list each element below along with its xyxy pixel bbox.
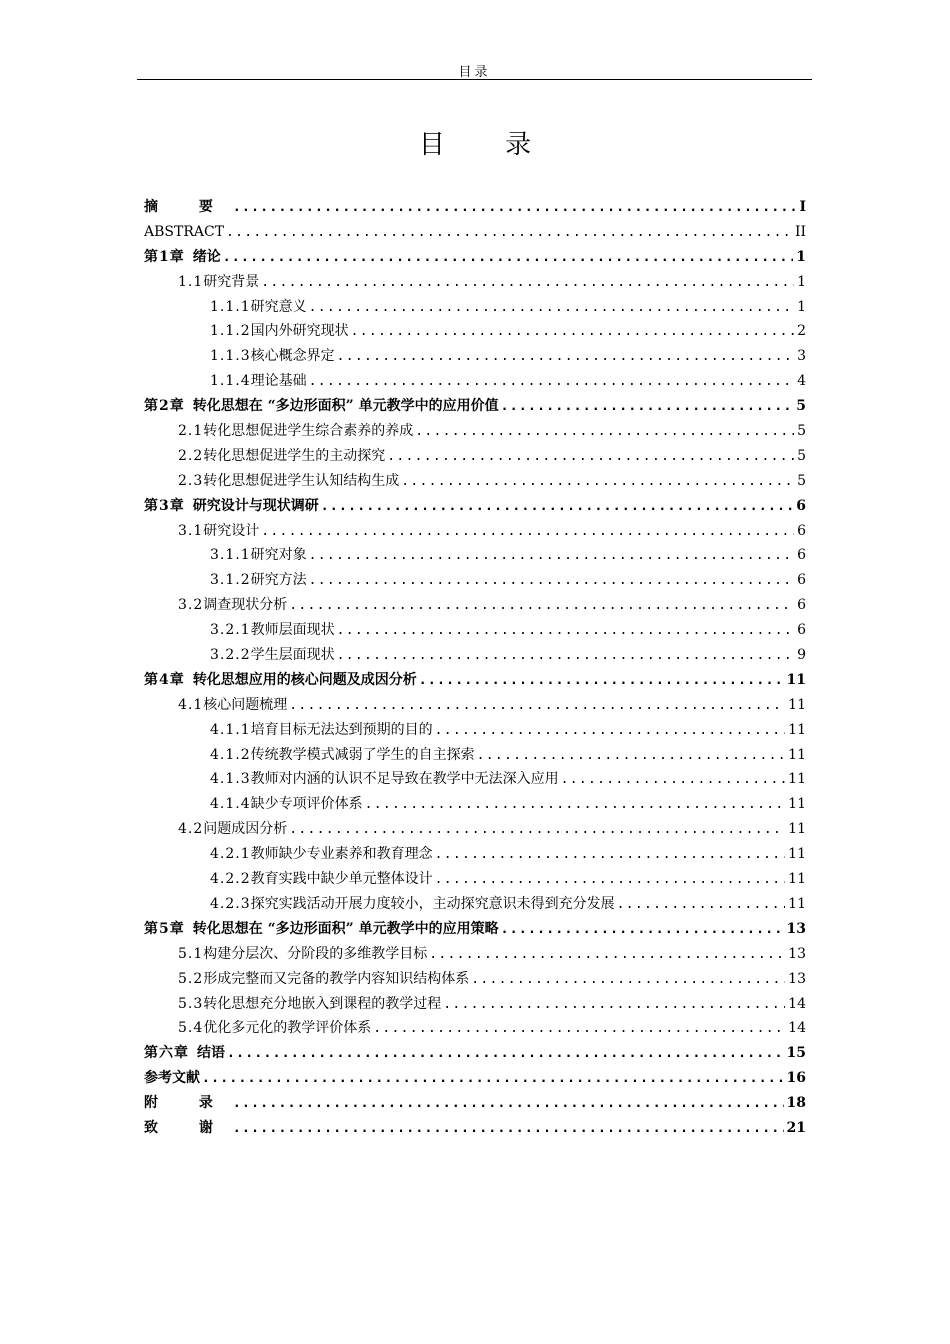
toc-entry-page: 6: [796, 497, 806, 514]
toc-leader-dots: [337, 644, 794, 669]
toc-entry[interactable]: [144, 693, 806, 718]
toc-entry-number: 5.4: [178, 1020, 204, 1037]
toc-leader-dots: [365, 793, 786, 818]
toc-entry-number: 2.1: [178, 423, 204, 440]
toc-entry-label: 致 谢: [144, 1119, 231, 1136]
toc-entry-label: 理论基础: [250, 373, 307, 390]
toc-entry-number: 4.2: [178, 821, 204, 838]
toc-entry-label: 教师对内涵的认识不足导致在教学中无法深入应用: [250, 771, 559, 788]
toc-entry-label: 绪论: [192, 248, 221, 265]
table-of-contents: [144, 195, 806, 1141]
toc-leader-dots: [501, 395, 794, 420]
toc-entry-number: 1.1.4: [210, 373, 251, 390]
toc-entry-page: 4: [797, 373, 806, 390]
toc-entry-number: 5.2: [178, 970, 204, 987]
toc-entry-number: 4.1.4: [210, 796, 251, 813]
running-header: 目录: [458, 65, 491, 80]
toc-entry-number: 3.1.1: [210, 547, 251, 564]
toc-entry-label: 教师层面现状: [250, 622, 335, 639]
toc-entry-label: 国内外研究现状: [250, 323, 349, 340]
toc-leader-dots: [501, 918, 784, 943]
toc-entry-number: 第4章: [144, 671, 185, 688]
toc-entry[interactable]: [144, 718, 806, 743]
toc-entry-label: 摘 要: [144, 199, 231, 215]
toc-entry[interactable]: [144, 195, 806, 220]
toc-entry[interactable]: [144, 867, 806, 892]
toc-leader-dots: [309, 569, 794, 594]
toc-entry-number: 3.2: [178, 597, 204, 614]
toc-leader-dots: [337, 619, 794, 644]
toc-leader-dots: [202, 1067, 784, 1092]
toc-entry-page: 21: [786, 1119, 806, 1136]
toc-entry-label: 研究背景: [203, 273, 260, 290]
toc-entry-number: 4.1.2: [210, 746, 251, 763]
toc-entry-page: 6: [797, 547, 806, 564]
toc-entry-page: 16: [786, 1070, 806, 1087]
toc-entry-number: 第六章: [144, 1045, 189, 1062]
toc-entry-number: 2.2: [178, 447, 204, 464]
toc-entry[interactable]: [144, 967, 806, 992]
toc-entry-page: 11: [788, 846, 806, 863]
toc-entry[interactable]: [144, 245, 806, 270]
toc-leader-dots: [223, 246, 794, 271]
toc-entry-page: 6: [797, 597, 806, 614]
toc-entry[interactable]: [144, 992, 806, 1017]
toc-entry-number: 3.1.2: [210, 572, 251, 589]
toc-entry-number: 4.1.1: [210, 721, 251, 738]
toc-entry-page: 11: [788, 821, 806, 838]
toc-entry-label: 研究对象: [250, 547, 307, 564]
toc-entry[interactable]: [144, 743, 806, 768]
toc-entry[interactable]: [144, 1066, 806, 1091]
toc-leader-dots: [435, 868, 786, 893]
toc-entry-page: 11: [788, 895, 806, 912]
toc-entry-page: 13: [788, 945, 806, 962]
toc-entry-label: 转化思想充分地嵌入到课程的教学过程: [203, 995, 442, 1012]
toc-entry-page: 13: [786, 920, 806, 937]
toc-entry-number: 1.1.1: [210, 298, 251, 315]
toc-entry-label: 附 录: [144, 1095, 231, 1112]
toc-entry[interactable]: [144, 295, 806, 320]
toc-entry[interactable]: [144, 593, 806, 618]
toc-entry[interactable]: [144, 444, 806, 469]
toc-leader-dots: [309, 296, 794, 321]
toc-leader-dots: [226, 221, 792, 246]
toc-entry-page: 11: [788, 796, 806, 813]
toc-entry-page: 14: [788, 1020, 806, 1037]
toc-leader-dots: [309, 370, 794, 395]
page-title: 目 录: [418, 130, 558, 160]
toc-leader-dots: [261, 271, 794, 296]
toc-entry-label: 教育实践中缺少单元整体设计: [250, 871, 433, 888]
toc-entry[interactable]: [144, 643, 806, 668]
toc-entry-label: 问题成因分析: [203, 821, 288, 838]
toc-entry-label: 研究设计与现状调研: [192, 497, 319, 514]
toc-entry-page: 5: [797, 423, 806, 440]
toc-entry-number: 4.2.1: [210, 846, 251, 863]
toc-entry-label: 培育目标无法达到预期的目的: [250, 721, 433, 738]
toc-entry-page: 9: [797, 647, 806, 664]
toc-leader-dots: [227, 1042, 784, 1067]
toc-leader-dots: [401, 470, 794, 495]
toc-entry-number: 2.3: [178, 472, 204, 489]
toc-entry-number: 第2章: [144, 398, 185, 415]
toc-entry-page: 1: [796, 248, 806, 265]
toc-entry-page: 11: [788, 771, 806, 788]
toc-entry[interactable]: [144, 369, 806, 394]
toc-leader-dots: [321, 495, 794, 520]
toc-entry[interactable]: [144, 568, 806, 593]
toc-entry-number: 5.3: [178, 995, 204, 1012]
toc-entry-label: ABSTRACT: [144, 223, 225, 240]
toc-entry-page: 14: [788, 995, 806, 1012]
toc-leader-dots: [617, 893, 786, 918]
toc-entry-page: 5: [797, 447, 806, 464]
toc-entry-number: 4.2.3: [210, 895, 251, 912]
toc-leader-dots: [477, 744, 786, 769]
toc-entry[interactable]: [144, 892, 806, 917]
toc-entry[interactable]: [144, 842, 806, 867]
toc-entry-label: 调查现状分析: [203, 597, 288, 614]
toc-entry-page: 11: [788, 696, 806, 713]
toc-entry[interactable]: [144, 519, 806, 544]
toc-entry-label: 转化思想应用的核心问题及成因分析: [192, 671, 417, 688]
toc-entry-number: 第1章: [144, 248, 185, 265]
toc-entry-page: I: [799, 199, 806, 215]
toc-leader-dots: [435, 719, 786, 744]
toc-entry[interactable]: [144, 817, 806, 842]
toc-entry-label: 参考文献: [144, 1070, 200, 1087]
toc-entry-label: 转化思想促进学生认知结构生成: [203, 472, 400, 489]
toc-entry[interactable]: [144, 419, 806, 444]
toc-entry[interactable]: [144, 394, 806, 419]
toc-entry-page: 5: [796, 398, 806, 415]
toc-entry-page: 3: [797, 348, 806, 365]
toc-entry-label: 转化思想促进学生综合素养的养成: [203, 423, 414, 440]
toc-entry-label: 研究方法: [250, 572, 307, 589]
toc-entry[interactable]: [144, 543, 806, 568]
toc-leader-dots: [471, 968, 785, 993]
toc-entry[interactable]: [144, 220, 806, 245]
toc-entry-label: 转化思想在 “多边形面积” 单元教学中的应用策略: [192, 920, 499, 937]
toc-entry[interactable]: [144, 1041, 806, 1066]
toc-entry-label: 探究实践活动开展力度较小，主动探究意识未得到充分发展: [250, 895, 615, 912]
toc-entry-page: 6: [797, 572, 806, 589]
toc-entry[interactable]: [144, 792, 806, 817]
toc-entry-number: 1.1: [178, 273, 204, 290]
toc-entry-label: 转化思想在 “多边形面积” 单元教学中的应用价值: [192, 398, 499, 415]
toc-entry-page: 11: [788, 746, 806, 763]
toc-entry-label: 研究意义: [250, 298, 307, 315]
toc-leader-dots: [233, 196, 797, 221]
toc-entry-page: 15: [786, 1045, 806, 1062]
toc-leader-dots: [561, 768, 786, 793]
toc-entry-number: 第3章: [144, 497, 185, 514]
toc-entry-page: 6: [797, 622, 806, 639]
toc-leader-dots: [233, 1092, 784, 1117]
toc-entry-label: 核心问题梳理: [203, 696, 288, 713]
toc-entry[interactable]: [144, 1016, 806, 1041]
toc-entry[interactable]: [144, 917, 806, 942]
toc-entry-page: 6: [797, 522, 806, 539]
toc-leader-dots: [429, 943, 785, 968]
toc-entry-number: 3.2.1: [210, 622, 251, 639]
toc-entry[interactable]: [144, 767, 806, 792]
toc-entry[interactable]: [144, 344, 806, 369]
toc-leader-dots: [309, 544, 794, 569]
toc-entry-label: 核心概念界定: [250, 348, 335, 365]
toc-entry-page: 5: [797, 472, 806, 489]
toc-entry-number: 4.1: [178, 696, 204, 713]
toc-entry[interactable]: [144, 942, 806, 967]
toc-entry-number: 4.2.2: [210, 871, 251, 888]
toc-leader-dots: [233, 1117, 784, 1142]
toc-entry-number: 3.2.2: [210, 647, 251, 664]
toc-entry-number: 1.1.3: [210, 348, 251, 365]
toc-leader-dots: [289, 694, 785, 719]
toc-entry-page: 18: [786, 1095, 806, 1112]
toc-entry-label: 传统教学模式减弱了学生的自主探索: [250, 746, 475, 763]
toc-leader-dots: [289, 818, 785, 843]
toc-entry[interactable]: [144, 494, 806, 519]
toc-leader-dots: [387, 445, 794, 470]
toc-leader-dots: [261, 520, 794, 545]
toc-entry-page: 13: [788, 970, 806, 987]
toc-leader-dots: [415, 420, 794, 445]
toc-entry[interactable]: [144, 319, 806, 344]
toc-leader-dots: [419, 669, 784, 694]
toc-entry-label: 转化思想促进学生的主动探究: [203, 447, 386, 464]
toc-entry[interactable]: [144, 618, 806, 643]
header-rule: [137, 79, 812, 80]
toc-leader-dots: [443, 993, 785, 1018]
toc-leader-dots: [351, 320, 794, 345]
toc-entry-page: 1: [797, 273, 806, 290]
toc-leader-dots: [435, 843, 786, 868]
toc-entry-page: 11: [788, 871, 806, 888]
toc-entry-label: 形成完整而又完备的教学内容知识结构体系: [203, 970, 470, 987]
toc-entry-label: 优化多元化的教学评价体系: [203, 1020, 372, 1037]
toc-leader-dots: [373, 1017, 785, 1042]
toc-entry-number: 第5章: [144, 920, 185, 937]
toc-entry[interactable]: [144, 270, 806, 295]
toc-entry-label: 缺少专项评价体系: [250, 796, 363, 813]
toc-leader-dots: [337, 345, 794, 370]
toc-entry-label: 教师缺少专业素养和教育理念: [250, 846, 433, 863]
toc-entry-label: 构建分层次、分阶段的多维教学目标: [203, 945, 428, 962]
toc-entry-number: 1.1.2: [210, 323, 251, 340]
toc-entry-page: 2: [797, 323, 806, 340]
toc-entry[interactable]: [144, 1091, 806, 1116]
toc-entry-number: 3.1: [178, 522, 204, 539]
toc-entry-page: II: [794, 223, 806, 240]
toc-entry-page: 11: [786, 671, 806, 688]
toc-entry[interactable]: [144, 469, 806, 494]
toc-entry-label: 结语: [197, 1045, 225, 1062]
toc-entry-label: 学生层面现状: [250, 647, 335, 664]
toc-entry-label: 研究设计: [203, 522, 260, 539]
toc-leader-dots: [289, 594, 794, 619]
toc-entry-number: 5.1: [178, 945, 204, 962]
toc-entry-page: 11: [788, 721, 806, 738]
toc-entry[interactable]: [144, 1116, 806, 1141]
toc-entry-number: 4.1.3: [210, 771, 251, 788]
toc-entry[interactable]: [144, 668, 806, 693]
toc-entry-page: 1: [797, 298, 806, 315]
